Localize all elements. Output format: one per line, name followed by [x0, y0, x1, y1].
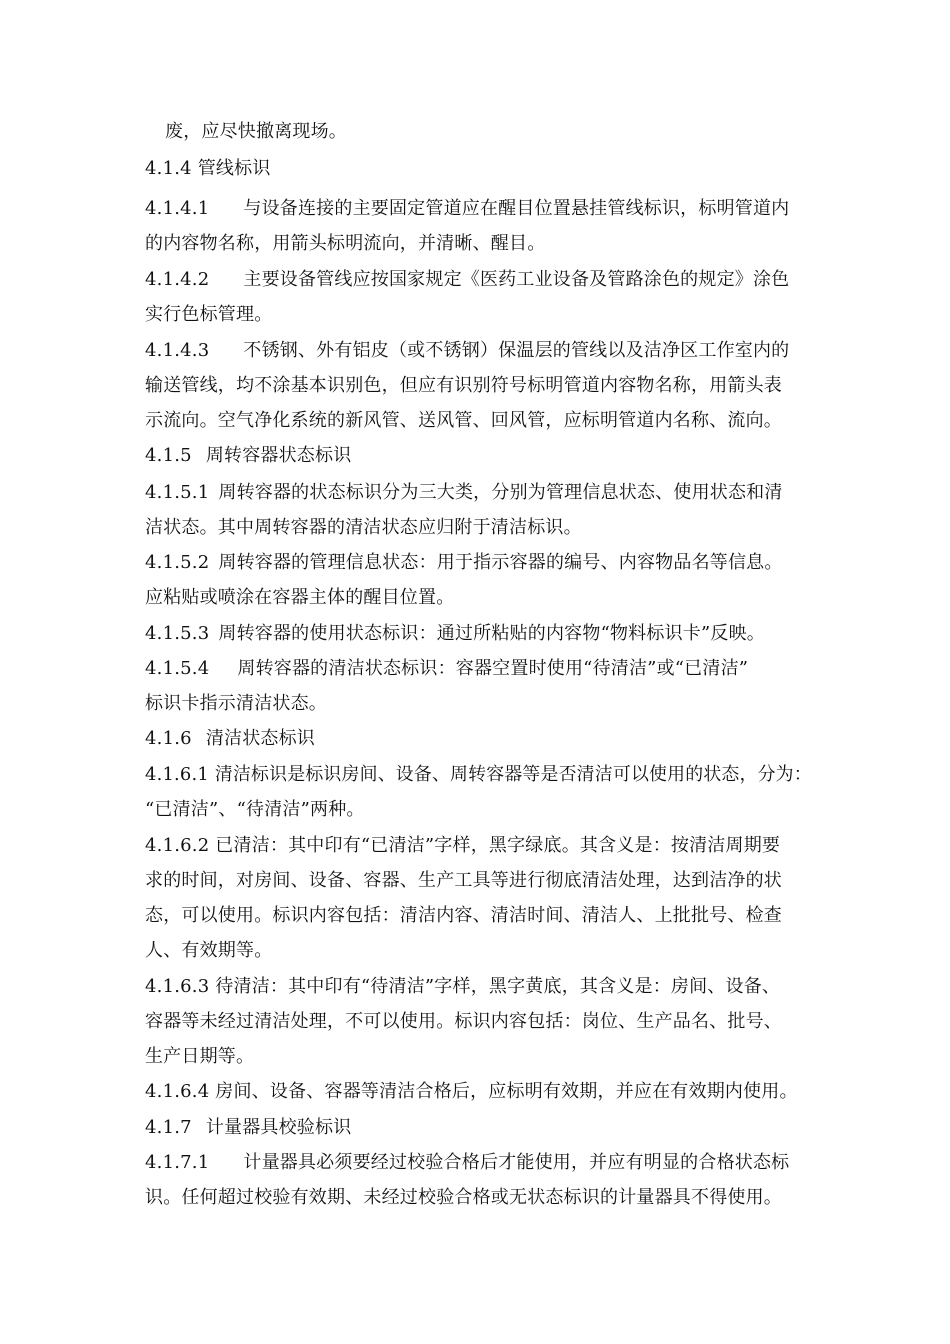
paragraph-line: [145, 622, 765, 646]
clause-number: 4.1.4.2: [145, 269, 210, 290]
text-line: 生产日期等。: [145, 1046, 255, 1067]
paragraph-line: [145, 339, 789, 363]
clause-number: 4.1.5.1: [145, 482, 210, 503]
text-line: 的内容物名称，用箭头标明流向，并清晰、醒目。: [145, 233, 546, 254]
text-line: 实行色标管理。: [145, 304, 273, 325]
section-title: 清洁状态标识: [205, 728, 316, 749]
clause-text: 周转容器的使用状态标识：通过所粘贴的内容物“物料标识卡”反映。: [218, 623, 765, 644]
clause-text: 周转容器的管理信息状态：用于指示容器的编号、内容物品名等信息。: [218, 552, 783, 573]
paragraph-line: [145, 197, 789, 221]
clause-text: 周转容器的清洁状态标识：容器空置时使用“待清洁”或“已清洁”: [237, 658, 749, 679]
section-title: 周转容器状态标识: [205, 445, 352, 466]
text-line: 标识卡指示清洁状态。: [145, 693, 327, 714]
clause-number: 4.1.5.4: [145, 658, 210, 679]
text-line: “已清洁”、“待清洁”两种。: [145, 799, 365, 820]
text-line: 求的时间，对房间、设备、容器、生产工具等进行彻底清洁处理，达到洁净的状: [145, 870, 782, 891]
clause-text: 周转容器的状态标识分为三大类，分别为管理信息状态、使用状态和清: [218, 482, 783, 503]
section-heading: [145, 1116, 351, 1140]
text-line: 4.1.6.2 已清洁：其中印有“已清洁”字样，黑字绿底。其含义是：按清洁周期要: [145, 835, 781, 856]
section-number: 4.1.6: [145, 728, 192, 749]
text-line: 4.1.6.3 待清洁：其中印有“待清洁”字样，黑字黄底，其含义是：房间、设备、: [145, 976, 781, 997]
clause-text: 计量器具必须要经过校验合格后才能使用，并应有明显的合格状态标: [243, 1152, 790, 1173]
section-heading: [145, 727, 315, 751]
paragraph-line: [145, 1151, 789, 1175]
paragraph-line: [145, 551, 783, 575]
section-title: 计量器具校验标识: [205, 1117, 352, 1138]
section-number: 4.1.7: [145, 1117, 192, 1138]
clause-number: 4.1.4.1: [145, 198, 210, 219]
text-line: 态，可以使用。标识内容包括：清洁内容、清洁时间、清洁人、上批批号、检查: [145, 905, 782, 926]
clause-text: 不锈钢、外有铝皮（或不锈钢）保温层的管线以及洁净区工作室内的: [243, 340, 790, 361]
text-line: 容器等未经过清洁处理，不可以使用。标识内容包括：岗位、生产品名、批号、: [145, 1011, 782, 1032]
clause-number: 4.1.5.3: [145, 623, 210, 644]
text-line: 4.1.6.4 房间、设备、容器等清洁合格后，应标明有效期，并应在有效期内使用。: [145, 1081, 798, 1102]
text-line: 示流向。空气净化系统的新风管、送风管、回风管，应标明管道内名称、流向。: [145, 410, 782, 431]
text-line: 废，应尽快撤离现场。: [165, 121, 347, 142]
text-line: 输送管线，均不涂基本识别色，但应有识别符号标明管道内容物名称，用箭头表: [145, 375, 782, 396]
paragraph-line: [145, 481, 783, 505]
text-line: 应粘贴或喷涂在容器主体的醒目位置。: [145, 587, 455, 608]
clause-text: 主要设备管线应按国家规定《医药工业设备及管路涂色的规定》涂色: [243, 269, 790, 290]
clause-number: 4.1.4.3: [145, 340, 210, 361]
paragraph-line: [145, 268, 789, 292]
clause-text: 与设备连接的主要固定管道应在醒目位置悬挂管线标识，标明管道内: [243, 198, 790, 219]
clause-number: 4.1.7.1: [145, 1152, 210, 1173]
section-heading: [145, 444, 351, 468]
text-line: 4.1.6.1 清洁标识是标识房间、设备、周转容器等是否清洁可以使用的状态，分为：: [145, 764, 812, 785]
section-heading: 4.1.4 管线标识: [145, 158, 271, 179]
text-line: 洁状态。其中周转容器的清洁状态应归附于清洁标识。: [145, 517, 582, 538]
text-line: 识。任何超过校验有效期、未经过校验合格或无状态标识的计量器具不得使用。: [145, 1187, 782, 1208]
section-number: 4.1.5: [145, 445, 192, 466]
text-line: 人、有效期等。: [145, 940, 273, 961]
clause-number: 4.1.5.2: [145, 552, 210, 573]
paragraph-line: [145, 657, 748, 681]
